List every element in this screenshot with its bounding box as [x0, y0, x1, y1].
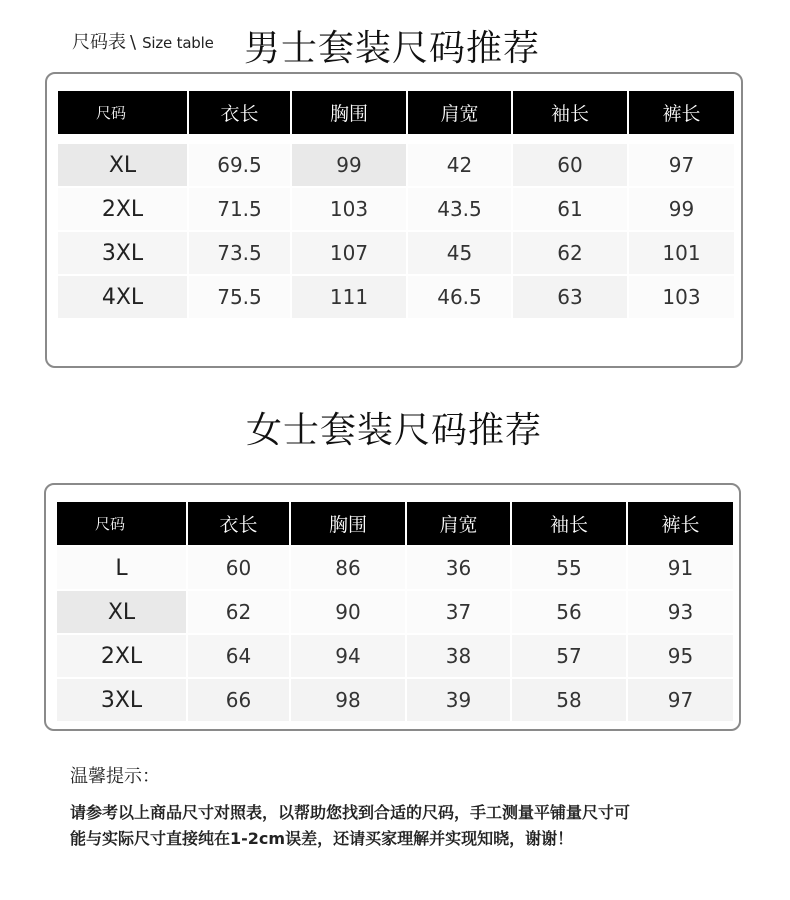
column-header-sleeve: 袖长 [511, 502, 627, 546]
value-cell: 62 [512, 231, 628, 275]
value-cell: 75.5 [188, 275, 291, 318]
value-cell: 98 [290, 678, 406, 721]
size-cell: L [57, 546, 187, 590]
size-table-label-cn: 尺码表 [72, 32, 126, 53]
value-cell: 73.5 [188, 231, 291, 275]
value-cell: 36 [406, 546, 511, 590]
value-cell: 103 [628, 275, 734, 318]
separator: \ [130, 32, 137, 53]
table-row [57, 546, 733, 590]
tips-line: 请参考以上商品尺寸对照表，以帮助您找到合适的尺码，手工测量平铺量尺寸可 [70, 803, 631, 822]
value-cell: 57 [511, 634, 627, 678]
column-header-shoulder: 肩宽 [406, 502, 511, 546]
women-header-row [57, 502, 733, 546]
size-cell: 3XL [57, 678, 187, 721]
tips-body [70, 800, 730, 852]
size-table-label-en: Size table [142, 34, 214, 52]
value-cell: 91 [627, 546, 733, 590]
column-header-size: 尺码 [58, 91, 188, 134]
value-cell: 103 [291, 187, 407, 231]
value-cell: 42 [407, 143, 512, 187]
value-cell: 37 [406, 590, 511, 634]
spacer [58, 134, 734, 143]
value-cell: 90 [290, 590, 406, 634]
table-row [58, 187, 734, 231]
value-cell: 58 [511, 678, 627, 721]
value-cell: 43.5 [407, 187, 512, 231]
size-cell: 2XL [57, 634, 187, 678]
value-cell: 38 [406, 634, 511, 678]
value-cell: 45 [407, 231, 512, 275]
size-cell: 3XL [58, 231, 188, 275]
value-cell: 56 [511, 590, 627, 634]
table-row [58, 275, 734, 318]
size-table-label [72, 28, 214, 54]
size-cell: 2XL [58, 187, 188, 231]
column-header-pants: 裤长 [628, 91, 734, 134]
column-header-shoulder: 肩宽 [407, 91, 512, 134]
size-cell: XL [57, 590, 187, 634]
value-cell: 63 [512, 275, 628, 318]
men-size-title: 男士套装尺码推荐 [244, 28, 541, 69]
table-row [57, 634, 733, 678]
table-row [57, 678, 733, 721]
value-cell: 55 [511, 546, 627, 590]
men-size-table [58, 91, 734, 318]
value-cell: 111 [291, 275, 407, 318]
column-header-length: 衣长 [188, 91, 291, 134]
value-cell: 62 [187, 590, 290, 634]
table-row [58, 231, 734, 275]
value-cell: 94 [290, 634, 406, 678]
column-header-length: 衣长 [187, 502, 290, 546]
value-cell: 71.5 [188, 187, 291, 231]
value-cell: 107 [291, 231, 407, 275]
size-cell: XL [58, 143, 188, 187]
value-cell: 64 [187, 634, 290, 678]
column-header-chest: 胸围 [291, 91, 407, 134]
value-cell: 99 [291, 143, 407, 187]
table-row [58, 143, 734, 187]
value-cell: 60 [512, 143, 628, 187]
value-cell: 97 [628, 143, 734, 187]
value-cell: 95 [627, 634, 733, 678]
value-cell: 60 [187, 546, 290, 590]
women-size-title: 女士套装尺码推荐 [246, 410, 543, 451]
value-cell: 46.5 [407, 275, 512, 318]
tips-line: 能与实际尺寸直接纯在1-2cm误差，还请买家理解并实现知晓，谢谢！ [70, 829, 574, 848]
column-header-chest: 胸围 [290, 502, 406, 546]
value-cell: 61 [512, 187, 628, 231]
value-cell: 86 [290, 546, 406, 590]
men-header-row [58, 91, 734, 134]
value-cell: 93 [627, 590, 733, 634]
column-header-size: 尺码 [57, 502, 187, 546]
tips-title: 温馨提示： [70, 766, 160, 787]
column-header-pants: 裤长 [627, 502, 733, 546]
value-cell: 66 [187, 678, 290, 721]
value-cell: 39 [406, 678, 511, 721]
table-row [57, 590, 733, 634]
value-cell: 99 [628, 187, 734, 231]
size-cell: 4XL [58, 275, 188, 318]
women-size-table [57, 502, 733, 721]
value-cell: 69.5 [188, 143, 291, 187]
value-cell: 101 [628, 231, 734, 275]
value-cell: 97 [627, 678, 733, 721]
column-header-sleeve: 袖长 [512, 91, 628, 134]
